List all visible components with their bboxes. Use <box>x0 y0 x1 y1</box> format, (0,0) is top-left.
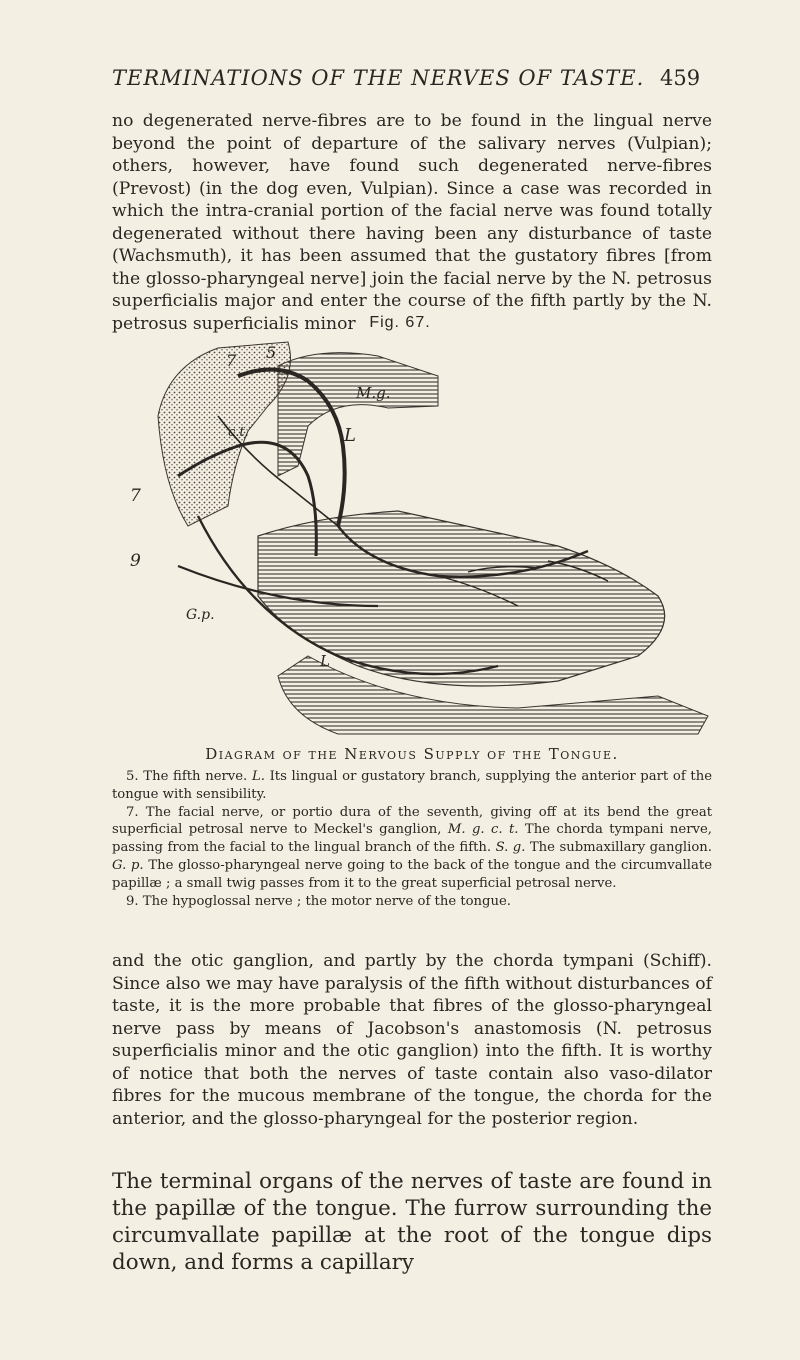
figure-caption-title: Diagram of the Nervous Supply of the Tongue. <box>205 745 619 763</box>
paragraph-2: and the otic ganglion, and partly by the chorda tympani (Schiff). Since also we may have paralysis of the fifth without disturbances of taste, it is the more probable that fibres of the glosso-pharyngeal nerve pass by means of Jacobson's anastomosis (N. petrosus superficialis minor and the otic ganglion) into the fifth. It is worthy of notice that both the nerves of taste contain also vaso-dilator fibres for the mucous membrane of the tongue, the chorda for the anterior, and the glosso-pharyngeal for the posterior region. <box>112 951 712 1129</box>
label-seven-top: 7 <box>226 351 237 370</box>
label-ct: c.t. <box>228 425 249 440</box>
figure-legend <box>112 768 712 910</box>
label-mg: M.g. <box>356 384 391 402</box>
label-l-lower: L <box>320 652 330 670</box>
running-title: TERMINATIONS OF THE NERVES OF TASTE. <box>112 66 645 90</box>
figure-label: Fig. 67. <box>369 314 431 331</box>
tongue-body <box>258 511 665 686</box>
label-nine: 9 <box>130 551 141 571</box>
label-seven-left: 7 <box>130 486 141 506</box>
legend-item: 5. The fifth nerve. L. Its lingual or gustatory branch, supplying the anterior part of the tongue with sensibility. <box>112 769 712 802</box>
legend-item: 9. The hypoglossal nerve ; the motor nerve of the tongue. <box>126 893 511 909</box>
paragraph-3: The terminal organs of the nerves of taste are found in the papillæ of the tongue. The furrow surrounding the circumvallate papillæ at the root of the tongue dips down, and forms a capillary <box>112 1169 712 1275</box>
legend-item: 7. The facial nerve, or portio dura of the seventh, giving off at its bend the great superficial petrosal nerve to Meckel's ganglion, M. g. c. t. The chorda tympani nerve, passing from the facial to the lingual branch of the fifth. S. g. The submaxillary ganglion. G. p. The glosso-pharyngeal nerve going to the back of the tongue and the circumvallate papillæ ; a small twig passes from it to the great superficial petrosal nerve. <box>112 804 712 891</box>
label-five: 5 <box>266 343 277 362</box>
tongue-nerve-diagram <box>130 336 712 736</box>
label-l-upper: L <box>344 425 356 446</box>
paragraph-1: no degenerated nerve-fibres are to be found in the lingual nerve beyond the point of departure of the salivary nerves (Vulpian); others, however, have found such degenerated nerve-fibres (Prevost) (in the dog even, Vulpian). Since a case was recorded in which the intra-cranial portion of the facial nerve was found totally degenerated without there having been any disturbance of taste (Wachsmuth), it has been assumed that the gustatory fibres [from the glosso-pharyngeal nerve] join the facial nerve by the N. petrosus superficialis major and enter the course of the fifth partly by the N. petrosus superficialis minor <box>112 111 712 334</box>
page-number: 459 <box>660 66 701 90</box>
label-gp: G.p. <box>186 607 215 623</box>
jaw-block <box>278 353 438 476</box>
